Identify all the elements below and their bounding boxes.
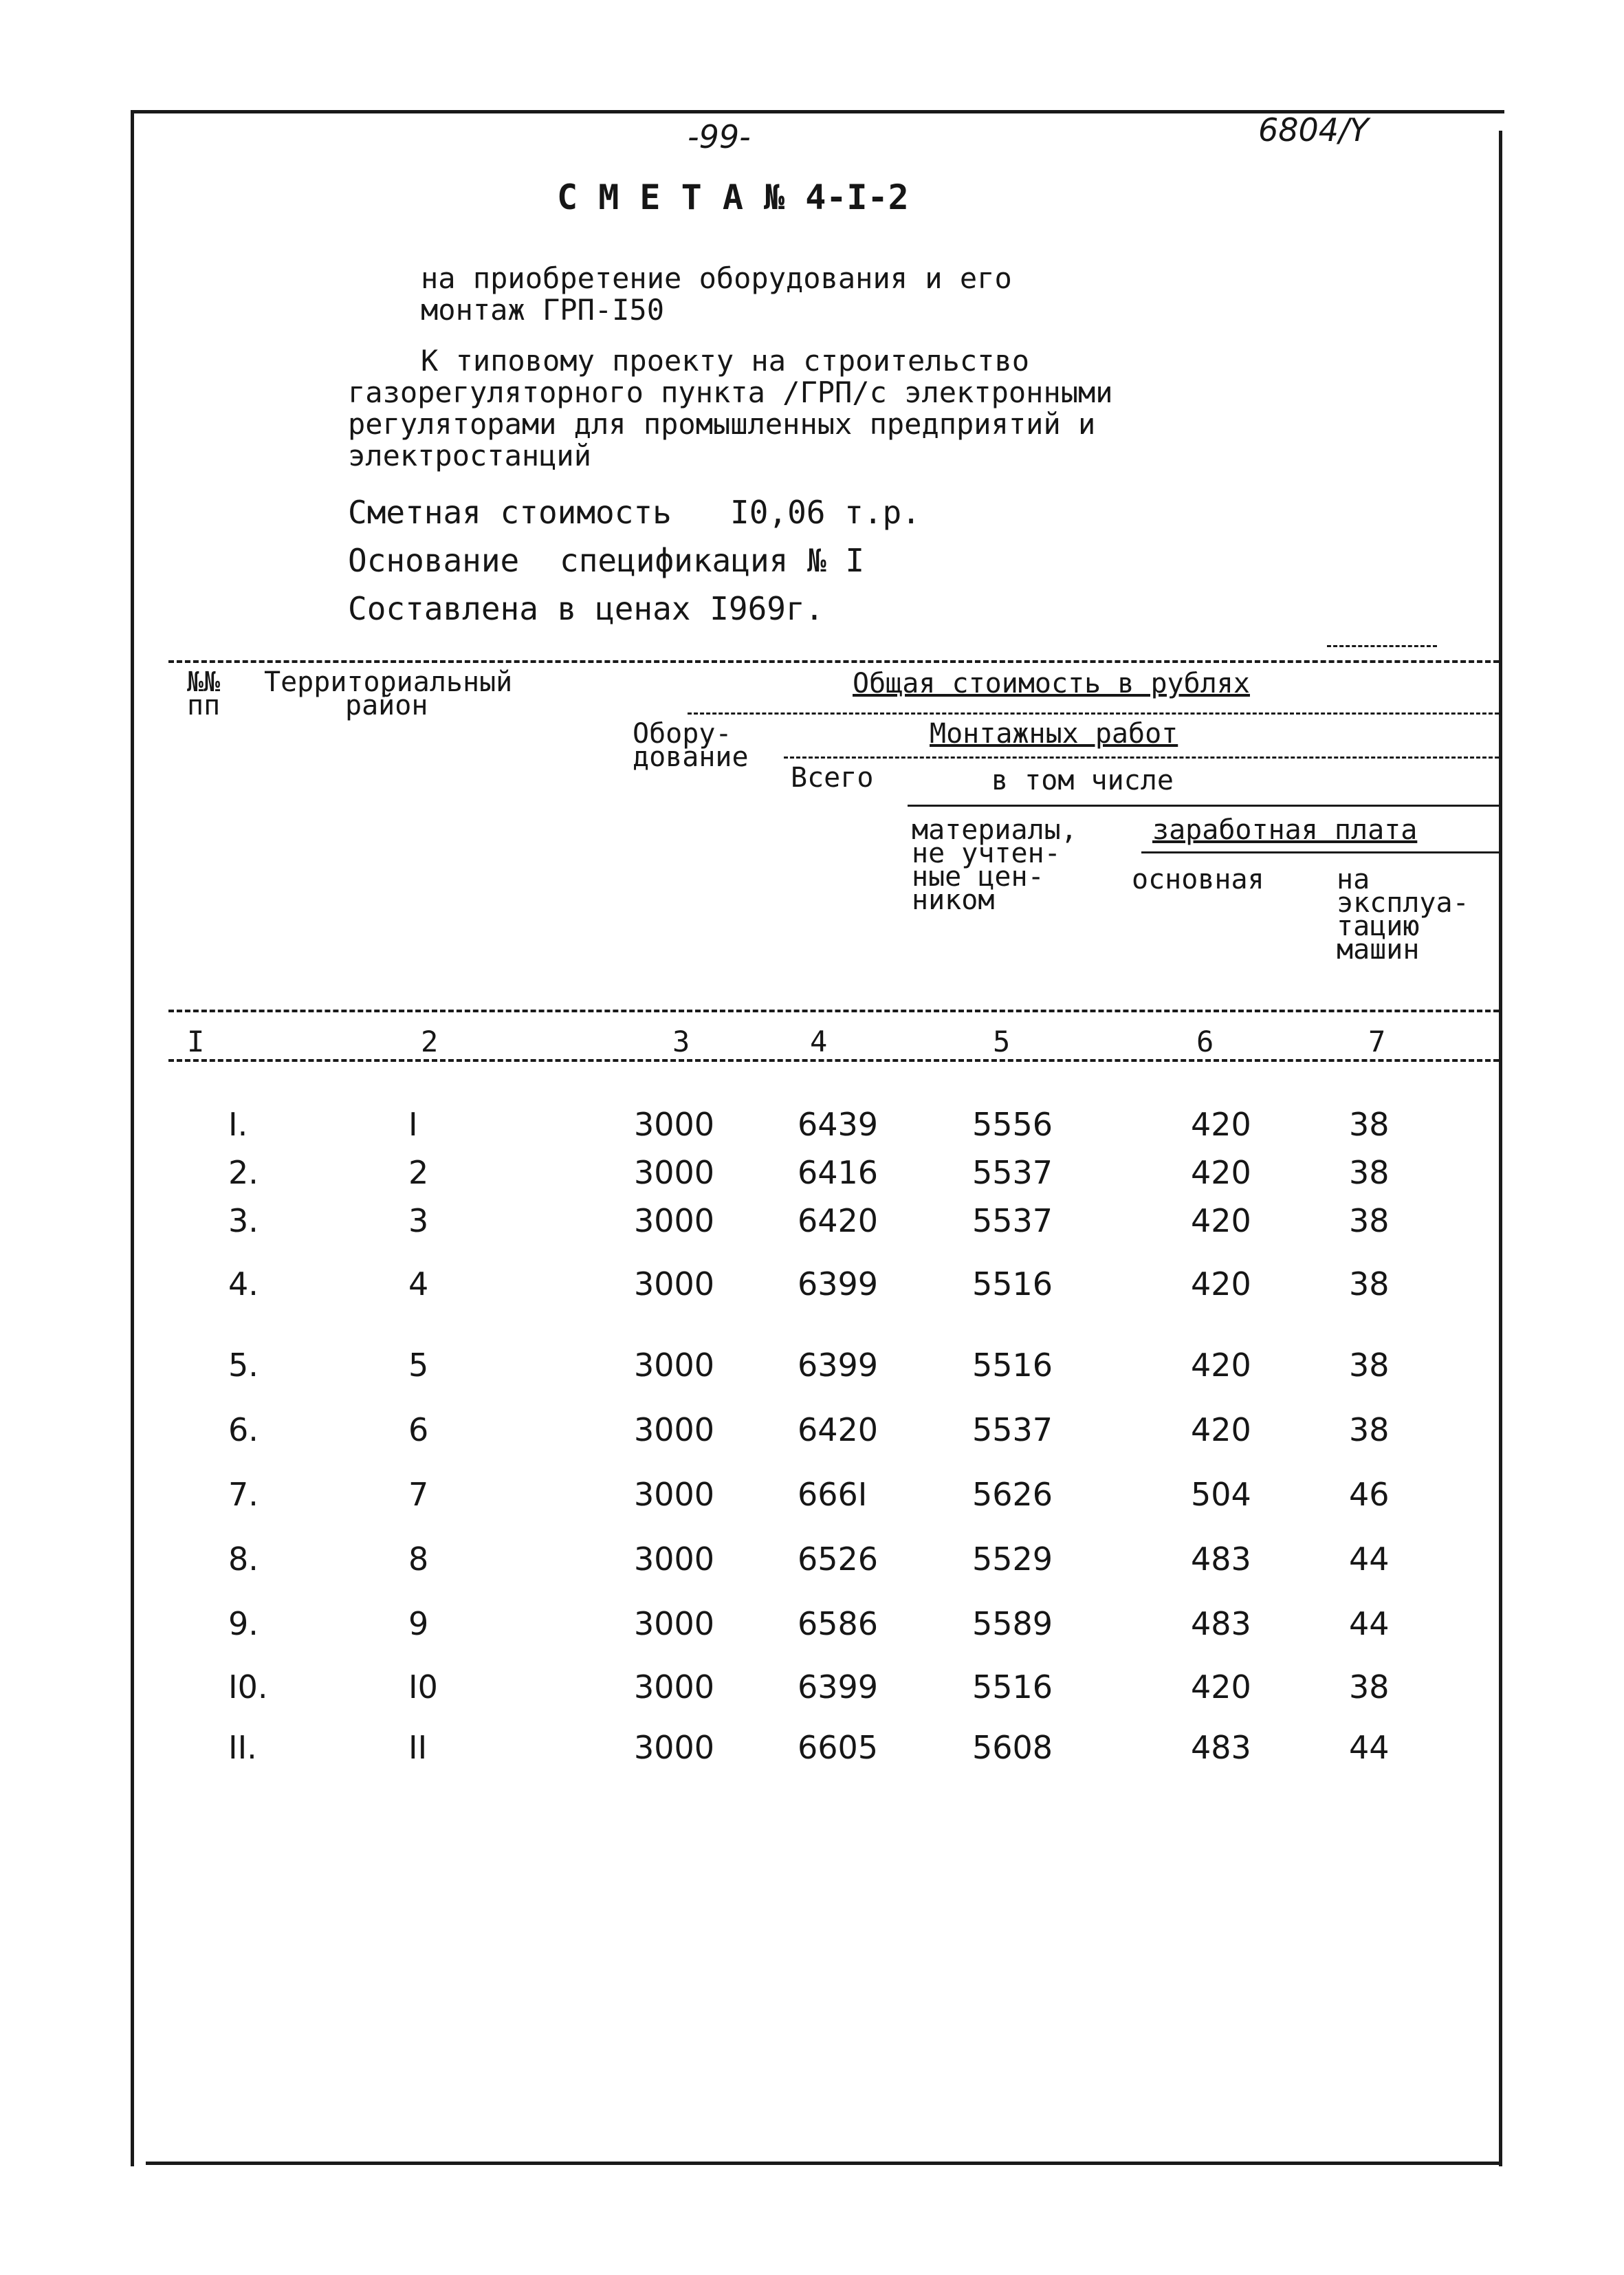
purpose-line-2: монтаж ГРП-I50: [421, 293, 665, 327]
col-equipment-header-2: дование: [633, 741, 749, 773]
materials-cell: 5516: [972, 1347, 1053, 1384]
project-line-3: регуляторами для промышленных предприятий и: [348, 407, 1096, 441]
salary-group-rule: [1141, 851, 1499, 853]
frame-left-border: [131, 110, 134, 2166]
install-total-cell: 6420: [798, 1202, 879, 1239]
basic-salary-cell: 420: [1191, 1106, 1251, 1143]
machine-salary-cell: 38: [1349, 1202, 1390, 1239]
equipment-cost-cell: 3000: [634, 1154, 715, 1191]
col-region-header-2: район: [345, 690, 428, 721]
row-number-cell: 7.: [228, 1476, 259, 1513]
equipment-cost-cell: 3000: [634, 1202, 715, 1239]
col-materials-header-4: ником: [912, 884, 995, 916]
region-cell: 9: [408, 1605, 429, 1642]
purpose-line-1: на приобретение оборудования и его: [421, 261, 1012, 295]
row-number-cell: 9.: [228, 1605, 259, 1642]
col-no-header-2: пп: [187, 690, 221, 721]
document-code: 6804/Y: [1258, 111, 1369, 149]
col-materials-header-1: материалы,: [912, 814, 1077, 846]
col-basic-header: основная: [1132, 864, 1264, 895]
materials-cell: 5529: [972, 1541, 1053, 1578]
materials-cell: 5537: [972, 1154, 1053, 1191]
machine-salary-cell: 38: [1349, 1154, 1390, 1191]
machine-salary-cell: 38: [1349, 1411, 1390, 1448]
col-number: 2: [421, 1025, 439, 1058]
install-total-cell: 666I: [798, 1476, 868, 1513]
region-cell: II: [408, 1729, 428, 1766]
col-number: 5: [993, 1025, 1011, 1058]
col-materials-header-3: ные цен-: [912, 861, 1044, 893]
basic-salary-cell: 483: [1191, 1541, 1251, 1578]
basic-salary-cell: 420: [1191, 1347, 1251, 1384]
col-number: 4: [810, 1025, 828, 1058]
install-group-rule: [784, 756, 1499, 759]
install-works-group-header: Монтажных работ: [930, 718, 1178, 750]
machine-salary-cell: 38: [1349, 1668, 1390, 1706]
equipment-cost-cell: 3000: [634, 1106, 715, 1143]
machine-salary-cell: 46: [1349, 1476, 1390, 1513]
frame-right-border: [1499, 131, 1502, 2166]
including-group-rule: [908, 805, 1499, 807]
region-cell: 3: [408, 1202, 429, 1239]
row-number-cell: 4.: [228, 1265, 259, 1303]
total-group-rule: [688, 712, 1499, 715]
equipment-cost-cell: 3000: [634, 1411, 715, 1448]
machine-salary-cell: 44: [1349, 1605, 1390, 1642]
equipment-cost-cell: 3000: [634, 1668, 715, 1706]
install-total-cell: 6399: [798, 1347, 879, 1384]
basis-value: спецификация № I: [560, 542, 865, 579]
frame-bottom-border: [146, 2162, 1499, 2165]
col-machines-header-3: тацию: [1337, 911, 1420, 942]
col-total-header: Всего: [791, 762, 874, 794]
equipment-cost-cell: 3000: [634, 1476, 715, 1513]
equipment-cost-cell: 3000: [634, 1729, 715, 1766]
materials-cell: 5626: [972, 1476, 1053, 1513]
install-total-cell: 6420: [798, 1411, 879, 1448]
basic-salary-cell: 504: [1191, 1476, 1251, 1513]
col-machines-header-4: машин: [1337, 934, 1420, 966]
salary-group-header: заработная плата: [1152, 814, 1418, 846]
materials-cell: 5516: [972, 1668, 1053, 1706]
row-number-cell: 6.: [228, 1411, 259, 1448]
cost-value: I0,06 т.р.: [730, 494, 921, 531]
region-cell: 4: [408, 1265, 429, 1303]
materials-cell: 5608: [972, 1729, 1053, 1766]
col-machines-header-2: эксплуа-: [1337, 887, 1469, 919]
basic-salary-cell: 420: [1191, 1265, 1251, 1303]
region-cell: 5: [408, 1347, 429, 1384]
basic-salary-cell: 420: [1191, 1668, 1251, 1706]
region-cell: 7: [408, 1476, 429, 1513]
col-materials-header-2: не учтен-: [912, 838, 1061, 869]
install-total-cell: 6605: [798, 1729, 879, 1766]
basic-salary-cell: 420: [1191, 1154, 1251, 1191]
row-number-cell: II.: [228, 1729, 257, 1766]
materials-cell: 5537: [972, 1411, 1053, 1448]
install-total-cell: 6416: [798, 1154, 879, 1191]
row-number-cell: 3.: [228, 1202, 259, 1239]
install-total-cell: 6399: [798, 1668, 879, 1706]
page-number: -99-: [688, 118, 751, 155]
row-number-cell: 2.: [228, 1154, 259, 1191]
equipment-cost-cell: 3000: [634, 1605, 715, 1642]
install-total-cell: 6526: [798, 1541, 879, 1578]
including-group-header: в том числе: [991, 765, 1174, 796]
document-title: С М Е Т А № 4-I-2: [557, 177, 909, 217]
col-number: 6: [1196, 1025, 1214, 1058]
col-machines-header-1: на: [1337, 864, 1370, 895]
basic-salary-cell: 483: [1191, 1605, 1251, 1642]
region-cell: 6: [408, 1411, 429, 1448]
install-total-cell: 6399: [798, 1265, 879, 1303]
machine-salary-cell: 38: [1349, 1347, 1390, 1384]
total-cost-group-header: Общая стоимость в рублях: [853, 668, 1250, 699]
machine-salary-cell: 44: [1349, 1541, 1390, 1578]
materials-cell: 5589: [972, 1605, 1053, 1642]
region-cell: I: [408, 1106, 418, 1143]
col-equipment-header-1: Обору-: [633, 718, 732, 750]
equipment-cost-cell: 3000: [634, 1265, 715, 1303]
machine-salary-cell: 38: [1349, 1265, 1390, 1303]
row-number-cell: 5.: [228, 1347, 259, 1384]
row-number-cell: I.: [228, 1106, 248, 1143]
basis-label: Основание: [348, 542, 520, 579]
ruling-mark: [1327, 645, 1437, 647]
install-total-cell: 6439: [798, 1106, 879, 1143]
row-number-cell: 8.: [228, 1541, 259, 1578]
equipment-cost-cell: 3000: [634, 1347, 715, 1384]
materials-cell: 5516: [972, 1265, 1053, 1303]
materials-cell: 5556: [972, 1106, 1053, 1143]
col-number: 7: [1368, 1025, 1386, 1058]
project-line-2: газорегуляторного пункта /ГРП/с электронными: [348, 375, 1113, 409]
region-cell: I0: [408, 1668, 438, 1706]
numbering-rule: [168, 1059, 1499, 1062]
machine-salary-cell: 44: [1349, 1729, 1390, 1766]
project-line-1: К типовому проекту на строительство: [421, 344, 1030, 378]
basic-salary-cell: 420: [1191, 1202, 1251, 1239]
col-no-header-1: №№: [187, 666, 221, 698]
row-number-cell: I0.: [228, 1668, 268, 1706]
cost-label: Сметная стоимость: [348, 494, 672, 531]
col-number: 3: [672, 1025, 690, 1058]
project-line-4: электростанций: [348, 439, 592, 472]
basic-salary-cell: 483: [1191, 1729, 1251, 1766]
region-cell: 8: [408, 1541, 429, 1578]
region-cell: 2: [408, 1154, 429, 1191]
prices-label: Составлена в ценах I969г.: [348, 590, 824, 627]
basic-salary-cell: 420: [1191, 1411, 1251, 1448]
equipment-cost-cell: 3000: [634, 1541, 715, 1578]
install-total-cell: 6586: [798, 1605, 879, 1642]
table-top-rule: [168, 660, 1499, 663]
col-region-header-1: Территориальный: [264, 666, 513, 698]
col-number: I: [187, 1025, 205, 1058]
machine-salary-cell: 38: [1349, 1106, 1390, 1143]
header-bottom-rule: [168, 1010, 1499, 1012]
materials-cell: 5537: [972, 1202, 1053, 1239]
